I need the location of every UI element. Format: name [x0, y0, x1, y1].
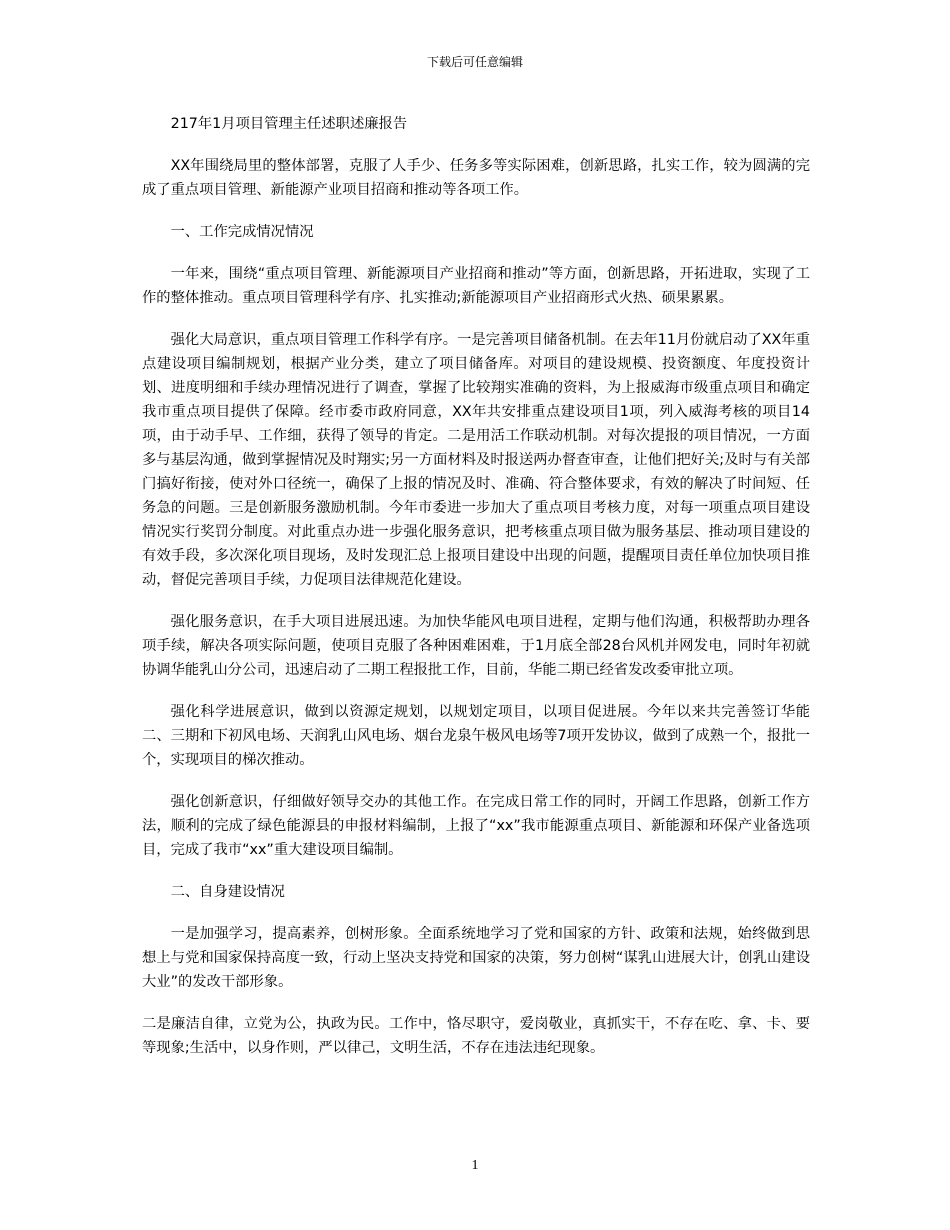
section-heading-self-building: 二、自身建设情况	[170, 884, 285, 900]
paragraph-key-project-management: 强化大局意识，重点项目管理工作科学有序。一是完善项目储备机制。在去年11月份就启动了XX年重点建设项目编制规划，根据产业分类，建立了项目储备库。对项目的建设规模、投资额度、年度投资计划、进度明细和手续办理情况进行了调查，掌握了比较翔实准确的资料，为上报威海市级重点项目和确定我市重点项目提供了保障。经市委市政府同意，XX年共安排重点建设项目1项，列入威海考核的项目14项，由于动手早、工作细，获得了领导的肯定。二是用活工作联动机制。对每次提报的项目情况，一方面多与基层沟通，做到掌握情况及时翔实;另一方面材料及时报送两办督查审查，让他们把好关;及时与有关部门搞好衔接，使对外口径统一，确保了上报的情况及时、准确、符合整体要求，有效的解决了时间短、任务急的问题。三是创新服务激励机制。今年市委进一步加大了重点项目考核力度，对每一项重点项目建设情况实行奖罚分制度。对此重点办进一步强化服务意识，把考核重点项目做为服务基层、推动项目建设的有效手段，多次深化项目现场，及时发现汇总上报项目建设中出现的问题，提醒项目责任单位加快项目推动，督促完善项目手续，力促项目法律规范化建设。	[142, 332, 810, 588]
page-header: 下载后可任意编辑	[426, 55, 523, 69]
paragraph-scientific-development: 强化科学进展意识，做到以资源定规划，以规划定项目，以项目促进展。今年以来共完善签订华能二、三期和下初风电场、天润乳山风电场、烟台龙泉午极风电场等7项开发协议，做到了成熟一个，报批一个，实现项目的梯次推动。	[142, 704, 810, 768]
section-heading-work-completion: 一、工作完成情况情况	[170, 224, 314, 240]
paragraph-innovation: 强化创新意识，仔细做好领导交办的其他工作。在完成日常工作的同时，开阔工作思路，创新工作方法，顺利的完成了绿色能源县的申报材料编制，上报了“xx”我市能源重点项目、新能源和环保产业备选项目，完成了我市“xx”重大建设项目编制。	[142, 794, 810, 858]
paragraph-intro: XX年围绕局里的整体部署，克服了人手少、任务多等实际困难，创新思路，扎实工作，较为圆满的完成了重点项目管理、新能源产业项目招商和推动等各项工作。	[142, 158, 810, 198]
page-number: 1	[471, 1158, 479, 1173]
paragraph-overview: 一年来，围绕“重点项目管理、新能源项目产业招商和推动”等方面，创新思路，开拓进取，实现了工作的整体推动。重点项目管理科学有序、扎实推动;新能源项目产业招商形式火热、硕果累累。	[142, 266, 810, 306]
document-body	[142, 112, 810, 1078]
paragraph-service-awareness: 强化服务意识，在手大项目进展迅速。为加快华能风电项目进程，定期与他们沟通，积极帮助办理各项手续，解决各项实际问题，使项目克服了各种困难困难，于1月底全部28台风机并网发电，同时年初就协调华能乳山分公司，迅速启动了二期工程报批工作，目前，华能二期已经省发改委审批立项。	[142, 614, 810, 678]
paragraph-study: 一是加强学习，提高素养，创树形象。全面系统地学习了党和国家的方针、政策和法规，始终做到思想上与党和国家保持高度一致，行动上坚决支持党和国家的决策，努力创树“谋乳山进展大计，创乳山建设大业”的发改干部形象。	[142, 926, 810, 990]
paragraph-integrity: 二是廉洁自律，立党为公，执政为民。工作中，恪尽职守，爱岗敬业，真抓实干，不存在吃、拿、卡、要等现象;生活中，以身作则，严以律己，文明生活，不存在违法违纪现象。	[142, 1016, 810, 1056]
document-title: 217年1月项目管理主任述职述廉报告	[170, 116, 408, 132]
